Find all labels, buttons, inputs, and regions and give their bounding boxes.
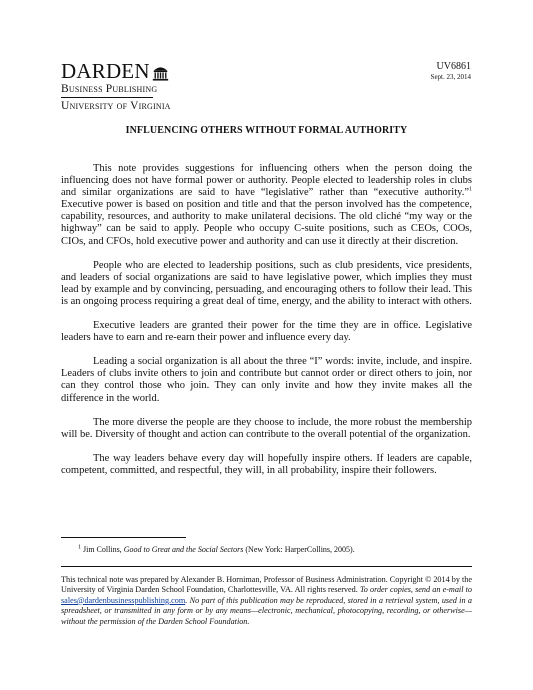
darden-logo bbox=[61, 59, 171, 112]
paragraph: People who are elected to leadership positions, such as club presidents, vice presidents, and leaders of social organizations are said to have legislative power, which implies they must lead by example and by convincing, persuading, and encouraging others to follow their lead. This is an ongoing process requiring a great deal of time, energy, and the ability to interact with others. bbox=[61, 259, 472, 307]
logo-top-row bbox=[61, 59, 171, 83]
logo-university: University of Virginia bbox=[61, 100, 171, 112]
copyright-order-text: To order copies, send an e-mail to bbox=[359, 585, 472, 595]
footnote-number: 1 bbox=[78, 544, 81, 551]
paragraph: Executive leaders are granted their power for the time they are in office. Legislative leaders have to earn and re-earn their power and influence every day. bbox=[61, 320, 472, 344]
logo-darden-text: DARDEN bbox=[61, 59, 150, 83]
footnote-publisher: (New York: HarperCollins, 2005). bbox=[243, 545, 355, 554]
paragraph-text: This note provides suggestions for influencing others when the person doing the influencing does not have formal power or authority. People elected to leadership roles in clubs and similar organizations are said to have “legislative” rather than “executive authority.” bbox=[61, 163, 472, 199]
body-text bbox=[61, 163, 472, 489]
footnote-book-title: Good to Great and the Social Sectors bbox=[123, 545, 244, 554]
paragraph bbox=[61, 163, 472, 248]
document-title: INFLUENCING OTHERS WITHOUT FORMAL AUTHORITY bbox=[125, 125, 408, 136]
document-id-block bbox=[431, 61, 471, 82]
document-code: UV6861 bbox=[436, 61, 471, 72]
copyright-text: This technical note was prepared by Alexander B. Horniman, Professor of Business Administration. Copyright © 2014 by the University of Virginia Darden School Foundation, Charlottesville, VA. All rights reserved. bbox=[61, 575, 472, 595]
copyright-rights-text: . No part of this publication may be reproduced, stored in a retrieval system, used in a spreadsheet, or transmitted in any form or by any means—electronic, mechanical, photocopying, recording, or otherwise—without the permission of the Darden School Foundation. bbox=[61, 595, 472, 626]
paragraph-text: Executive power is based on position and title and that the person involved has the competence, capability, resources, and authority to make unilateral decisions. The old cliché “my way or the highway” can be said to apply. People who occupy C-suite positions, such as CEOs, COOs, CIOs, and CFOs, hold executive power and authority and can use it directly at their discretion. bbox=[61, 199, 472, 247]
footnote-divider bbox=[61, 537, 186, 538]
copyright-notice bbox=[61, 575, 472, 627]
logo-business-publishing: Business Publishing bbox=[61, 83, 158, 95]
copyright-divider bbox=[61, 566, 472, 567]
logo-divider bbox=[61, 97, 153, 98]
paragraph: The more diverse the people are they choose to include, the more robust the membership will be. Diversity of thought and action can contribute to the overall potential of the organization. bbox=[61, 416, 472, 440]
document-date: Sept. 23, 2014 bbox=[430, 73, 471, 81]
footnote-marker[interactable]: 1 bbox=[469, 186, 472, 193]
footnote bbox=[78, 545, 355, 555]
paragraph: Leading a social organization is all about the three “I” words: invite, include, and inspire. Leaders of clubs invite others to join and contribute but cannot order or direct others to join, nor can they control those who join. They can only invite and how they invite makes all the difference in the world. bbox=[61, 356, 472, 404]
footnote-author: Jim Collins, bbox=[81, 545, 124, 554]
paragraph: The way leaders behave every day will hopefully inspire others. If leaders are capable, competent, committed, and respectful, they will, in all probability, inspire their followers. bbox=[61, 452, 472, 476]
sales-email-link[interactable]: sales@dardenbusinesspublishing.com bbox=[61, 595, 186, 605]
rotunda-icon bbox=[152, 64, 169, 81]
